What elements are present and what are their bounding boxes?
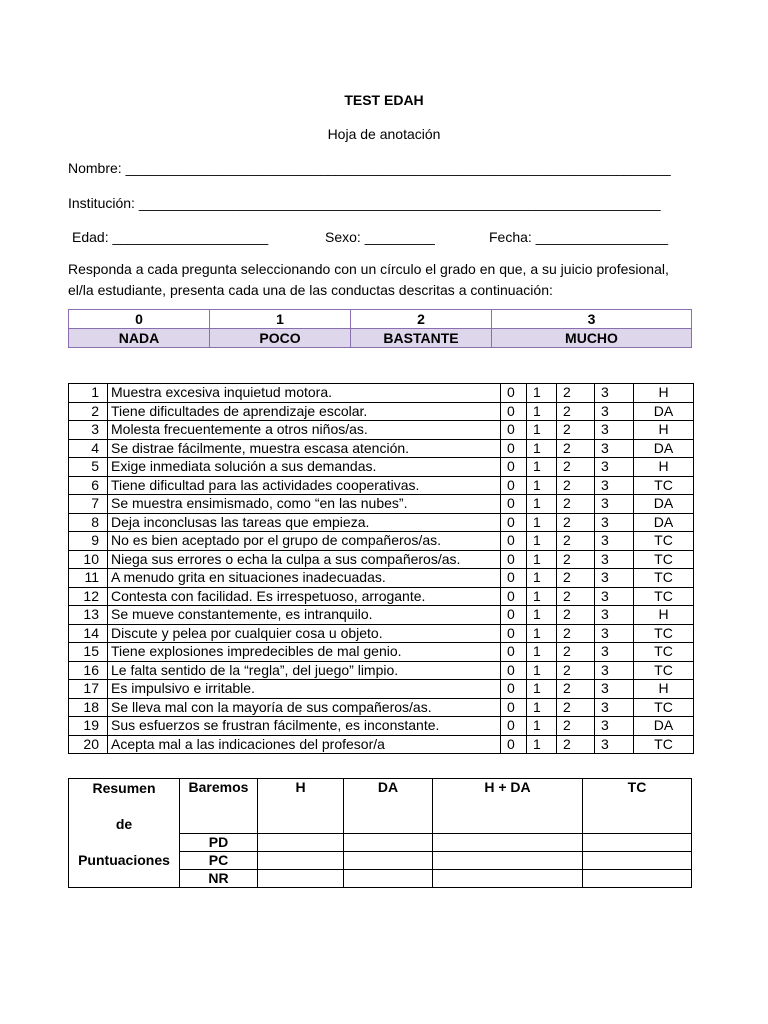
scale-label-mucho: MUCHO <box>492 329 692 348</box>
score-cell[interactable] <box>433 852 583 870</box>
table-row <box>69 532 694 551</box>
option-2[interactable]: 2 <box>557 698 595 717</box>
item-text: Es impulsivo e irritable. <box>108 680 501 699</box>
item-number: 15 <box>69 643 108 662</box>
option-2[interactable]: 2 <box>557 587 595 606</box>
item-text: Discute y pelea por cualquier cosa u objeto. <box>108 624 501 643</box>
item-number: 17 <box>69 680 108 699</box>
option-1[interactable]: 1 <box>527 458 557 477</box>
scale-value-2: 2 <box>351 310 492 329</box>
option-0[interactable]: 0 <box>501 532 527 551</box>
option-0[interactable]: 0 <box>501 698 527 717</box>
option-1[interactable]: 1 <box>527 569 557 588</box>
item-number: 6 <box>69 476 108 495</box>
table-row <box>69 643 694 662</box>
option-2[interactable]: 2 <box>557 458 595 477</box>
score-cell[interactable] <box>344 834 433 852</box>
option-0[interactable]: 0 <box>501 569 527 588</box>
option-2[interactable]: 2 <box>557 643 595 662</box>
row-label-nr: NR <box>180 870 258 888</box>
item-number: 16 <box>69 661 108 680</box>
item-category: H <box>634 384 694 403</box>
option-3[interactable]: 3 <box>595 717 634 736</box>
table-row <box>69 439 694 458</box>
option-3[interactable]: 3 <box>595 569 634 588</box>
option-2[interactable]: 2 <box>557 550 595 569</box>
col-header-tc: TC <box>583 779 692 834</box>
score-cell[interactable] <box>258 870 344 888</box>
item-number: 11 <box>69 569 108 588</box>
option-2[interactable]: 2 <box>557 624 595 643</box>
resumen-cell <box>69 779 180 888</box>
option-3[interactable]: 3 <box>595 661 634 680</box>
option-3[interactable]: 3 <box>595 735 634 754</box>
option-1[interactable]: 1 <box>527 680 557 699</box>
table-row <box>69 698 694 717</box>
item-text: Tiene dificultades de aprendizaje escolar. <box>108 402 501 421</box>
item-text: Se distrae fácilmente, muestra escasa atención. <box>108 439 501 458</box>
item-category: DA <box>634 495 694 514</box>
option-3[interactable]: 3 <box>595 587 634 606</box>
option-0[interactable]: 0 <box>501 661 527 680</box>
scale-value-3: 3 <box>492 310 692 329</box>
option-0[interactable]: 0 <box>501 439 527 458</box>
institucion-field[interactable]: Institución: ___________________________________________________________________ <box>68 195 661 211</box>
table-row <box>69 550 694 569</box>
item-number: 14 <box>69 624 108 643</box>
option-3[interactable]: 3 <box>595 476 634 495</box>
option-0[interactable]: 0 <box>501 550 527 569</box>
option-3[interactable]: 3 <box>595 421 634 440</box>
option-3[interactable]: 3 <box>595 643 634 662</box>
item-number: 4 <box>69 439 108 458</box>
item-number: 5 <box>69 458 108 477</box>
option-2[interactable]: 2 <box>557 661 595 680</box>
option-0[interactable]: 0 <box>501 495 527 514</box>
item-category: TC <box>634 550 694 569</box>
item-text: Contesta con facilidad. Es irrespetuoso, arrogante. <box>108 587 501 606</box>
item-number: 9 <box>69 532 108 551</box>
option-3[interactable]: 3 <box>595 624 634 643</box>
table-row <box>69 606 694 625</box>
option-0[interactable]: 0 <box>501 402 527 421</box>
option-3[interactable]: 3 <box>595 439 634 458</box>
item-category: TC <box>634 587 694 606</box>
option-1[interactable]: 1 <box>527 698 557 717</box>
option-1[interactable]: 1 <box>527 439 557 458</box>
item-category: TC <box>634 532 694 551</box>
item-text: Sus esfuerzos se frustran fácilmente, es inconstante. <box>108 717 501 736</box>
option-0[interactable]: 0 <box>501 421 527 440</box>
item-text: Molesta frecuentemente a otros niños/as. <box>108 421 501 440</box>
sexo-field[interactable]: Sexo: _________ <box>325 229 435 245</box>
item-text: Tiene explosiones impredecibles de mal genio. <box>108 643 501 662</box>
fecha-field[interactable]: Fecha: _________________ <box>489 229 669 245</box>
page-subtitle: Hoja de anotación <box>327 126 441 142</box>
table-row <box>69 495 694 514</box>
item-category: TC <box>634 735 694 754</box>
col-header-h: H <box>258 779 344 834</box>
table-row <box>69 384 694 403</box>
option-1[interactable]: 1 <box>527 476 557 495</box>
score-cell[interactable] <box>583 834 692 852</box>
item-number: 13 <box>69 606 108 625</box>
option-2[interactable]: 2 <box>557 513 595 532</box>
score-cell[interactable] <box>258 852 344 870</box>
items-table <box>68 383 694 754</box>
score-cell[interactable] <box>433 870 583 888</box>
table-row <box>69 717 694 736</box>
table-row <box>69 680 694 699</box>
table-row <box>69 513 694 532</box>
option-2[interactable]: 2 <box>557 569 595 588</box>
score-cell[interactable] <box>344 852 433 870</box>
option-2[interactable]: 2 <box>557 421 595 440</box>
option-1[interactable]: 1 <box>527 587 557 606</box>
item-number: 12 <box>69 587 108 606</box>
option-0[interactable]: 0 <box>501 680 527 699</box>
item-text: Deja inconclusas las tareas que empieza. <box>108 513 501 532</box>
item-category: TC <box>634 624 694 643</box>
scale-value-0: 0 <box>69 310 210 329</box>
edad-field[interactable]: Edad: ____________________ <box>72 229 269 245</box>
option-1[interactable]: 1 <box>527 550 557 569</box>
row-label-pc: PC <box>180 852 258 870</box>
option-0[interactable]: 0 <box>501 513 527 532</box>
option-1[interactable]: 1 <box>527 624 557 643</box>
scale-label-nada: NADA <box>69 329 210 348</box>
item-number: 10 <box>69 550 108 569</box>
item-number: 7 <box>69 495 108 514</box>
option-3[interactable]: 3 <box>595 680 634 699</box>
option-0[interactable]: 0 <box>501 476 527 495</box>
item-text: A menudo grita en situaciones inadecuadas. <box>108 569 501 588</box>
instructions-text: Responda a cada pregunta seleccionando con un círculo el grado en que, a su juicio profesional, el/la estudiante, presenta cada una de las conductas descritas a continuación: <box>68 261 669 298</box>
page-title: TEST EDAH <box>344 92 424 108</box>
option-1[interactable]: 1 <box>527 735 557 754</box>
item-category: TC <box>634 661 694 680</box>
resumen-line-1: Resumen <box>92 780 156 796</box>
table-row <box>69 624 694 643</box>
item-text: Muestra excesiva inquietud motora. <box>108 384 501 403</box>
option-1[interactable]: 1 <box>527 643 557 662</box>
response-scale-table <box>68 309 692 348</box>
score-cell[interactable] <box>583 852 692 870</box>
item-text: Exige inmediata solución a sus demandas. <box>108 458 501 477</box>
item-category: H <box>634 458 694 477</box>
option-2[interactable]: 2 <box>557 439 595 458</box>
option-2[interactable]: 2 <box>557 606 595 625</box>
table-row <box>69 458 694 477</box>
item-text: Niega sus errores o echa la culpa a sus compañeros/as. <box>108 550 501 569</box>
option-1[interactable]: 1 <box>527 532 557 551</box>
option-2[interactable]: 2 <box>557 476 595 495</box>
option-2[interactable]: 2 <box>557 680 595 699</box>
option-0[interactable]: 0 <box>501 606 527 625</box>
item-text: Acepta mal a las indicaciones del profesor/a <box>108 735 501 754</box>
option-1[interactable]: 1 <box>527 421 557 440</box>
option-3[interactable]: 3 <box>595 458 634 477</box>
summary-table <box>68 778 692 888</box>
option-2[interactable]: 2 <box>557 495 595 514</box>
item-number: 8 <box>69 513 108 532</box>
option-1[interactable]: 1 <box>527 717 557 736</box>
item-number: 20 <box>69 735 108 754</box>
option-0[interactable]: 0 <box>501 643 527 662</box>
item-category: TC <box>634 569 694 588</box>
item-text: Se lleva mal con la mayoría de sus compañeros/as. <box>108 698 501 717</box>
option-3[interactable]: 3 <box>595 402 634 421</box>
item-number: 1 <box>69 384 108 403</box>
item-number: 2 <box>69 402 108 421</box>
table-row <box>69 569 694 588</box>
score-cell[interactable] <box>433 834 583 852</box>
option-3[interactable]: 3 <box>595 698 634 717</box>
score-cell[interactable] <box>258 834 344 852</box>
resumen-line-2: de <box>115 816 133 832</box>
item-category: TC <box>634 698 694 717</box>
option-1[interactable]: 1 <box>527 606 557 625</box>
option-0[interactable]: 0 <box>501 587 527 606</box>
option-1[interactable]: 1 <box>527 384 557 403</box>
option-2[interactable]: 2 <box>557 735 595 754</box>
option-0[interactable]: 0 <box>501 384 527 403</box>
option-2[interactable]: 2 <box>557 402 595 421</box>
scale-label-bastante: BASTANTE <box>351 329 492 348</box>
option-3[interactable]: 3 <box>595 550 634 569</box>
nombre-field[interactable]: Nombre: ______________________________________________________________________ <box>68 160 671 176</box>
item-text: Se mueve constantemente, es intranquilo. <box>108 606 501 625</box>
option-3[interactable]: 3 <box>595 513 634 532</box>
option-2[interactable]: 2 <box>557 717 595 736</box>
option-2[interactable]: 2 <box>557 532 595 551</box>
option-0[interactable]: 0 <box>501 458 527 477</box>
item-number: 18 <box>69 698 108 717</box>
row-label-pd: PD <box>180 834 258 852</box>
item-text: Le falta sentido de la “regla”, del juego” limpio. <box>108 661 501 680</box>
item-category: DA <box>634 513 694 532</box>
option-1[interactable]: 1 <box>527 402 557 421</box>
baremos-header: Baremos <box>180 779 258 834</box>
table-row <box>69 587 694 606</box>
option-1[interactable]: 1 <box>527 495 557 514</box>
scale-label-poco: POCO <box>210 329 351 348</box>
item-text: Tiene dificultad para las actividades cooperativas. <box>108 476 501 495</box>
table-row <box>69 421 694 440</box>
table-row <box>69 402 694 421</box>
item-category: TC <box>634 476 694 495</box>
resumen-line-3: Puntuaciones <box>78 852 170 868</box>
item-text: Se muestra ensimismado, como “en las nubes”. <box>108 495 501 514</box>
item-number: 19 <box>69 717 108 736</box>
option-2[interactable]: 2 <box>557 384 595 403</box>
option-0[interactable]: 0 <box>501 735 527 754</box>
table-row <box>69 661 694 680</box>
option-3[interactable]: 3 <box>595 532 634 551</box>
item-category: DA <box>634 402 694 421</box>
item-category: H <box>634 421 694 440</box>
option-3[interactable]: 3 <box>595 384 634 403</box>
item-text: No es bien aceptado por el grupo de compañeros/as. <box>108 532 501 551</box>
col-header-h-da: H + DA <box>433 779 583 834</box>
item-category: TC <box>634 643 694 662</box>
option-1[interactable]: 1 <box>527 513 557 532</box>
option-0[interactable]: 0 <box>501 717 527 736</box>
option-1[interactable]: 1 <box>527 661 557 680</box>
item-category: H <box>634 606 694 625</box>
option-0[interactable]: 0 <box>501 624 527 643</box>
score-cell[interactable] <box>344 870 433 888</box>
item-category: DA <box>634 717 694 736</box>
table-row <box>69 476 694 495</box>
score-cell[interactable] <box>583 870 692 888</box>
scale-value-1: 1 <box>210 310 351 329</box>
col-header-da: DA <box>344 779 433 834</box>
option-3[interactable]: 3 <box>595 495 634 514</box>
table-row <box>69 735 694 754</box>
item-category: H <box>634 680 694 699</box>
option-3[interactable]: 3 <box>595 606 634 625</box>
item-category: DA <box>634 439 694 458</box>
item-number: 3 <box>69 421 108 440</box>
